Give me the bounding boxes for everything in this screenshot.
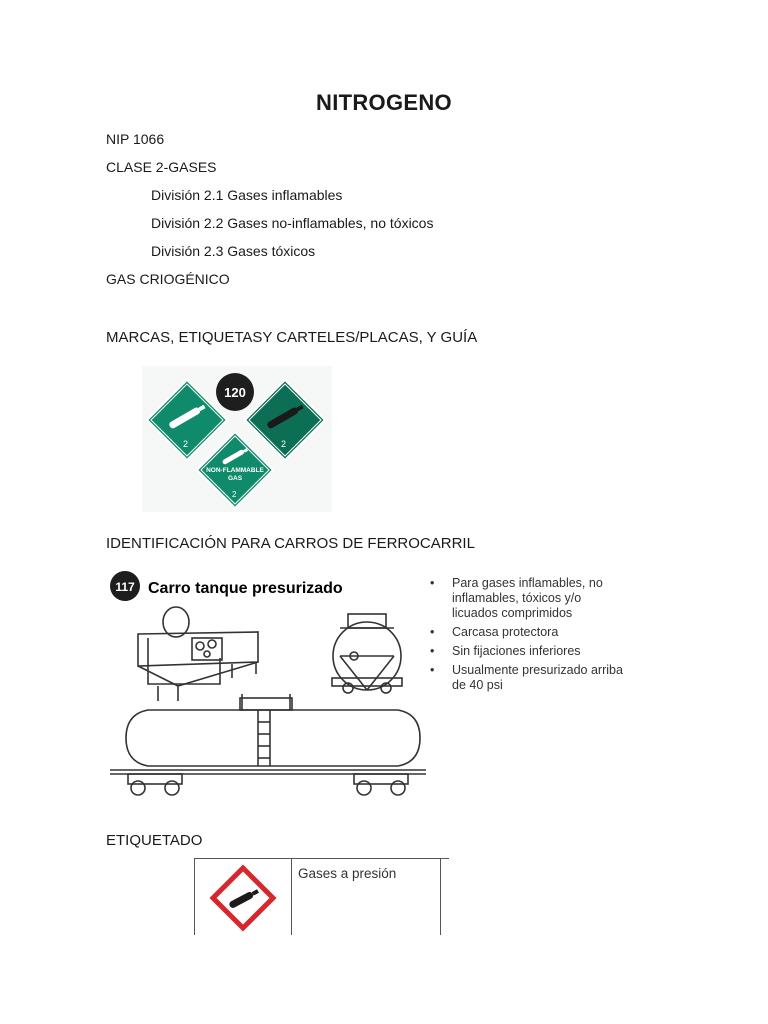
- tank-side-view-drawing: [110, 694, 426, 795]
- rail-bullet-text: Sin fijaciones inferiores: [452, 644, 581, 658]
- rail-bullets: [428, 576, 628, 697]
- rail-bullet-item: [428, 644, 628, 659]
- intro-line: NIP 1066: [106, 131, 165, 147]
- guide-number: 120: [224, 385, 246, 400]
- marks-heading: MARCAS, ETIQUETASY CARTELES/PLACAS, Y GUÍA: [106, 329, 478, 346]
- ghs-hazard-text: Gases a presión: [298, 866, 397, 881]
- rail-bullet-text: Usualmente presurizado arriba de 40 psi: [452, 663, 623, 692]
- rail-badge-number: 117: [115, 580, 135, 594]
- placard-text-2: GAS: [227, 475, 243, 482]
- bullet-dot: •: [430, 644, 435, 658]
- ghs-pictogram-cell: [195, 859, 292, 935]
- ghs-hazard-cell: [292, 859, 441, 935]
- bullet-dot: •: [430, 663, 435, 677]
- placard-text-1: NON-FLAMMABLE: [206, 467, 264, 474]
- placard-right-class: 2: [281, 439, 287, 449]
- intro-line: División 2.3 Gases tóxicos: [151, 243, 316, 259]
- rail-bullet-item: [428, 576, 628, 621]
- bullet-dot: •: [430, 576, 435, 590]
- guide-number-badge: [216, 373, 254, 411]
- intro-line: GAS CRIOGÉNICO: [106, 271, 230, 287]
- bullet-dot: •: [430, 625, 435, 639]
- rail-bullet-text: Para gases inflamables, no inflamables, tóxicos y/o licuados comprimidos: [452, 576, 603, 620]
- rail-badge: [110, 571, 140, 601]
- placards-figure: [142, 366, 332, 512]
- page-title: NITROGENO: [316, 90, 452, 115]
- rail-bullet-item: [428, 663, 628, 693]
- rail-car-figure: [108, 566, 428, 802]
- ghs-table: [194, 858, 449, 935]
- label-heading: ETIQUETADO: [106, 832, 203, 849]
- rail-car-title: Carro tanque presurizado: [148, 580, 343, 597]
- intro-line: División 2.1 Gases inflamables: [151, 187, 343, 203]
- intro-line: CLASE 2-GASES: [106, 159, 217, 175]
- rail-heading: IDENTIFICACIÓN PARA CARROS DE FERROCARRIL: [106, 535, 475, 552]
- protective-housing-drawing: [138, 607, 258, 701]
- rail-bullet-item: [428, 625, 628, 640]
- rail-bullet-text: Carcasa protectora: [452, 625, 559, 639]
- ghs-gas-cylinder-pictogram-icon: [195, 859, 291, 935]
- tank-end-view-drawing: [332, 614, 402, 693]
- placard-bottom-class: 2: [232, 490, 237, 499]
- placard-left-class: 2: [183, 439, 189, 449]
- intro-line: División 2.2 Gases no-inflamables, no tóxicos: [151, 215, 434, 231]
